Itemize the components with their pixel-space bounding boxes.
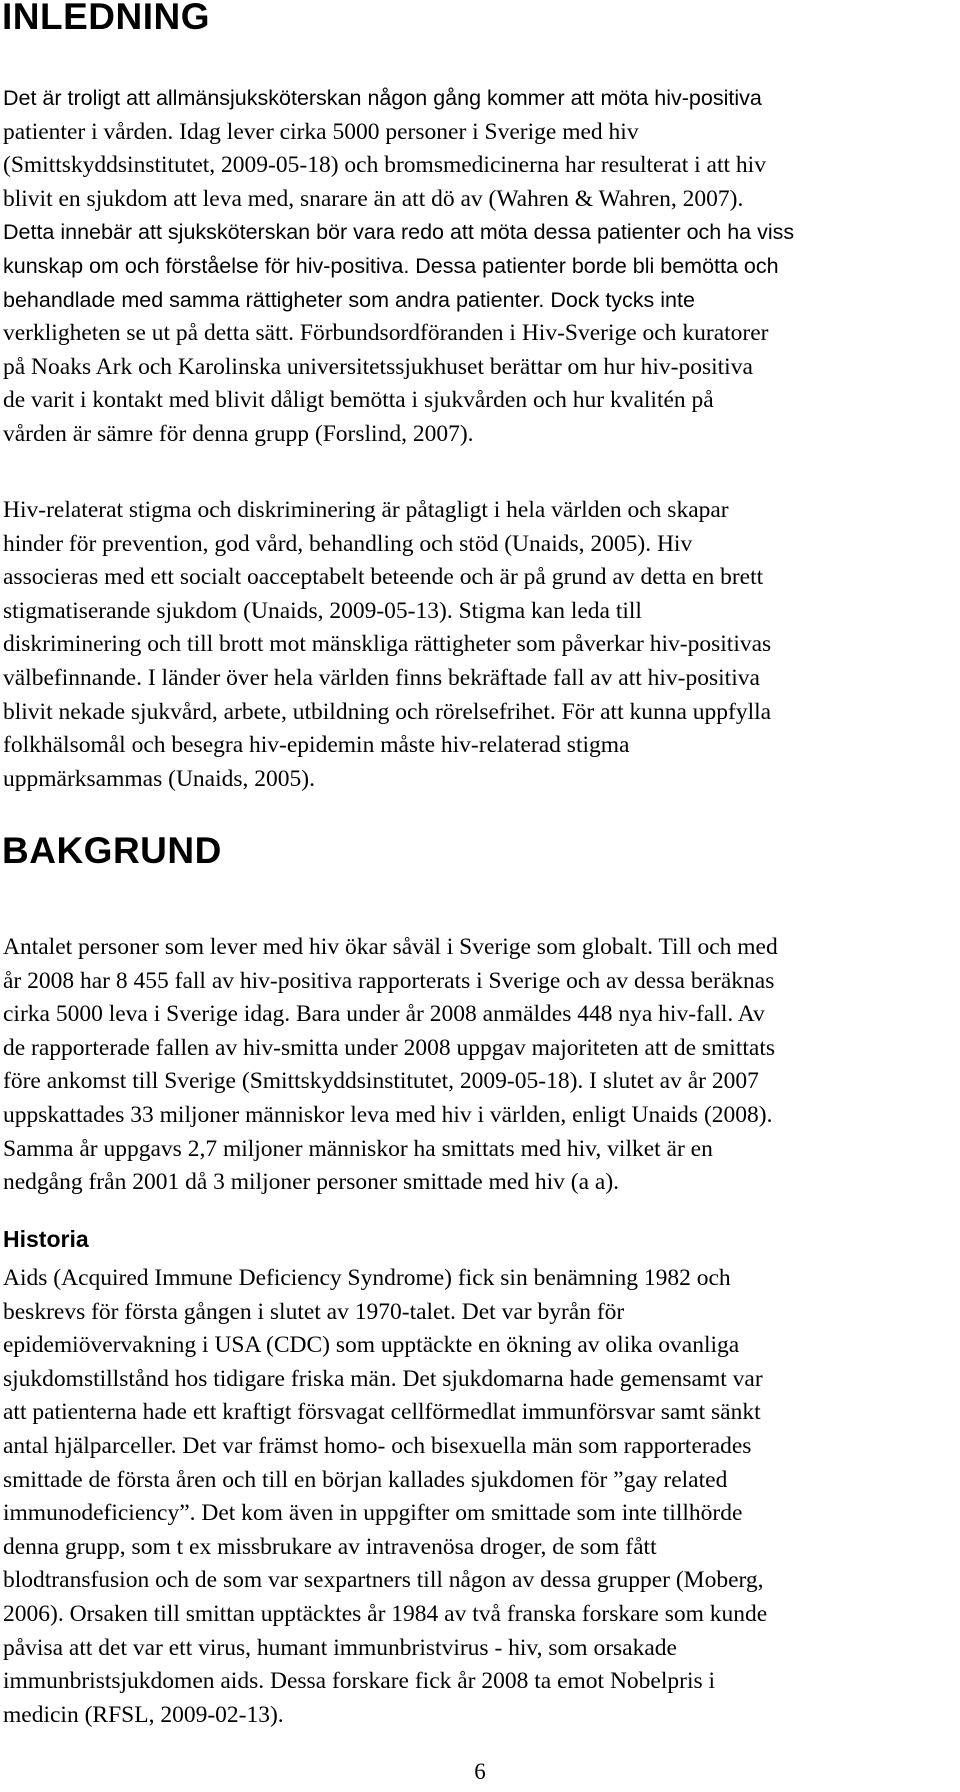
text-line: vården är sämre för denna grupp (Forslind, 2007). <box>3 420 474 447</box>
text-line: blivit en sjukdom att leva med, snarare än att dö av (Wahren & Wahren, 2007). <box>3 185 744 212</box>
text-line: att patienterna hade ett kraftigt försvagat cellförmedlat immunförsvar samt sänkt <box>3 1399 761 1426</box>
text-line: kunskap om och förståelse för hiv-positiva. Dessa patienter borde bli bemötta och <box>3 253 779 278</box>
heading-bakgrund: BAKGRUND <box>2 830 222 871</box>
text-line: cirka 5000 leva i Sverige idag. Bara under år 2008 anmäldes 448 nya hiv-fall. Av <box>3 1001 765 1028</box>
text-line: epidemiövervakning i USA (CDC) som upptäckte en ökning av olika ovanliga <box>3 1332 740 1359</box>
text-line: immunodeficiency”. Det kom även in uppgifter om smittade som inte tillhörde <box>3 1500 743 1527</box>
text-line: smittade de första åren och till en början kallades sjukdomen för ”gay related <box>3 1466 728 1493</box>
text-line: Detta innebär att sjuksköterskan bör vara redo att möta dessa patienter och ha viss <box>3 220 795 245</box>
paragraph-inledning-1 <box>3 82 794 452</box>
text-line: folkhälsomål och besegra hiv-epidemin måste hiv-relaterad stigma <box>3 732 630 759</box>
text-line: Samma år uppgavs 2,7 miljoner människor ha smittats med hiv, vilket är en <box>3 1135 713 1162</box>
text-line: påvisa att det var ett virus, humant immunbristvirus - hiv, som orsakade <box>3 1634 677 1661</box>
text-line: Aids (Acquired Immune Deficiency Syndrome) fick sin benämning 1982 och <box>3 1265 731 1291</box>
page-number: 6 <box>474 1759 486 1784</box>
text-line: uppskattades 33 miljoner människor leva med hiv i världen, enligt Unaids (2008). <box>3 1101 773 1128</box>
text-line: stigmatiserande sjukdom (Unaids, 2009-05-13). Stigma kan leda till <box>3 597 642 624</box>
text-line: Hiv-relaterat stigma och diskriminering är påtagligt i hela världen och skapar <box>3 497 729 523</box>
text-line: de varit i kontakt med blivit dåligt bemötta i sjukvården och hur kvalitén på <box>3 387 714 414</box>
text-line: antal hjälparceller. Det var främst homo- och bisexuella män som rapporterades <box>3 1432 752 1459</box>
heading-historia: Historia <box>3 1226 89 1252</box>
heading-inledning: INLEDNING <box>2 0 210 37</box>
text-line: Antalet personer som lever med hiv ökar såväl i Sverige som globalt. Till och med <box>3 934 778 960</box>
text-line: uppmärksammas (Unaids, 2005). <box>3 765 315 792</box>
text-line: denna grupp, som t ex missbrukare av intravenösa droger, de som fått <box>3 1533 657 1560</box>
paragraph-bakgrund <box>3 931 778 1200</box>
text-line: nedgång från 2001 då 3 miljoner personer smittade med hiv (a a). <box>3 1169 620 1196</box>
text-line: sjukdomstillstånd hos tidigare friska män. Det sjukdomarna hade gemensamt var <box>3 1365 763 1392</box>
text-line: hinder för prevention, god vård, behandling och stöd (Unaids, 2005). Hiv <box>3 530 693 557</box>
text-line: behandlade med samma rättigheter som andra patienter. Dock tycks inte <box>3 287 695 312</box>
text-line: beskrevs för första gången i slutet av 1970-talet. Det var byrån för <box>3 1298 625 1325</box>
text-line: före ankomst till Sverige (Smittskyddsinstitutet, 2009-05-18). I slutet av år 2007 <box>3 1068 759 1095</box>
paragraph-historia <box>3 1262 767 1732</box>
text-line: blodtransfusion och de som var sexpartners till någon av dessa grupper (Moberg, <box>3 1567 764 1594</box>
text-line: 2006). Orsaken till smittan upptäcktes år 1984 av två franska forskare som kunde <box>3 1600 768 1627</box>
text-line: (Smittskyddsinstitutet, 2009-05-18) och bromsmedicinerna har resulterat i att hiv <box>3 152 766 179</box>
text-line: diskriminering och till brott mot mänskliga rättigheter som påverkar hiv-positivas <box>3 631 772 658</box>
text-line: välbefinnande. I länder över hela världen finns bekräftade fall av att hiv-positiva <box>3 664 760 691</box>
paragraph-inledning-2 <box>3 494 771 796</box>
text-line: på Noaks Ark och Karolinska universitetssjukhuset berättar om hur hiv-positiva <box>3 353 753 380</box>
text-line: de rapporterade fallen av hiv-smitta under 2008 uppgav majoriteten att de smittats <box>3 1034 775 1061</box>
text-line: år 2008 har 8 455 fall av hiv-positiva rapporterats i Sverige och av dessa beräknas <box>3 967 775 994</box>
text-line: associeras med ett socialt oacceptabelt beteende och är på grund av detta en brett <box>3 564 764 591</box>
text-line: blivit nekade sjukvård, arbete, utbildning och rörelsefrihet. För att kunna uppfylla <box>3 698 772 725</box>
text-line: immunbristsjukdomen aids. Dessa forskare fick år 2008 ta emot Nobelpris i <box>3 1668 716 1695</box>
text-line: verkligheten se ut på detta sätt. Förbundsordföranden i Hiv-Sverige och kuratorer <box>3 320 769 347</box>
text-line: medicin (RFSL, 2009-02-13). <box>3 1701 284 1728</box>
text-line: Det är troligt att allmänsjuksköterskan någon gång kommer att möta hiv-positiva <box>3 86 762 110</box>
text-line: patienter i vården. Idag lever cirka 5000 personer i Sverige med hiv <box>3 118 639 145</box>
